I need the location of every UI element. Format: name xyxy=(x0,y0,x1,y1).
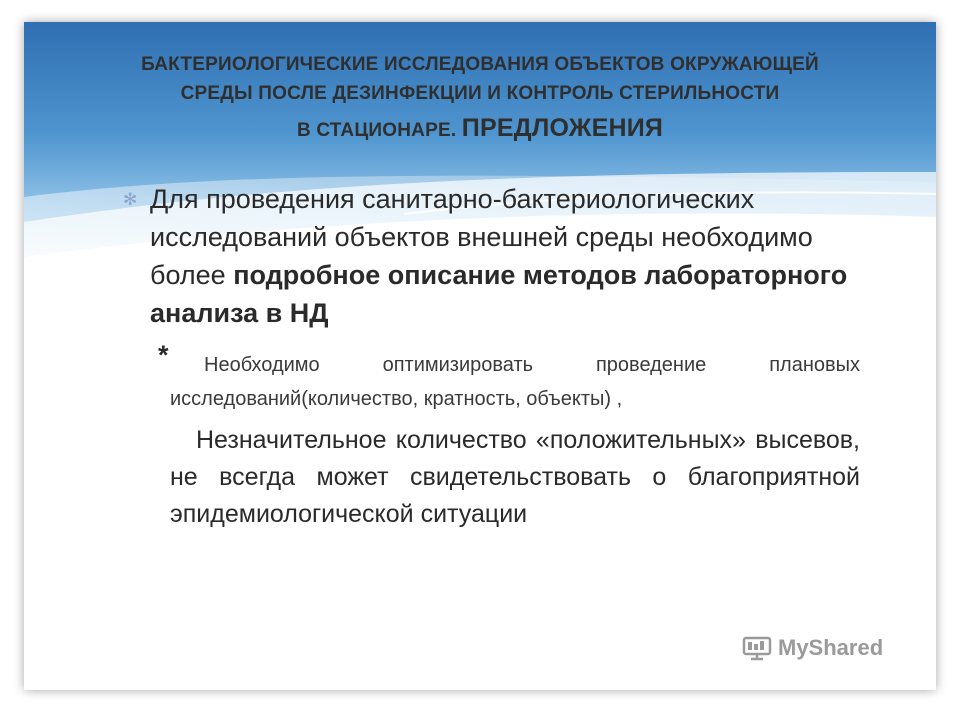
slide xyxy=(24,22,936,690)
bullet-item-2: Необходимо оптимизировать проведение плановых исследований(количество, кратность, объекты) , xyxy=(170,354,860,410)
bullet-item-3: Незначительное количество «положительных» высевов, не всегда может свидетельствовать о благоприятной эпидемиологической ситуации xyxy=(170,426,860,528)
title-line-1: БАКТЕРИОЛОГИЧЕСКИЕ ИССЛЕДОВАНИЯ ОБЪЕКТОВ ОКРУЖАЮЩЕЙ xyxy=(141,54,819,75)
title-emphasis: ПРЕДЛОЖЕНИЯ xyxy=(461,114,664,142)
bullet-2-marker: * xyxy=(158,340,169,370)
bullet-item-1 xyxy=(150,180,870,332)
title-line-3-prefix: В СТАЦИОНАРЕ. xyxy=(296,120,462,141)
bullet-asterisk-icon: ✻ xyxy=(123,190,138,209)
presentation-logo-icon xyxy=(742,635,772,661)
watermark xyxy=(742,635,883,661)
bullet-1-bold-text: подробное описание методов лабораторного анализа в НД xyxy=(150,260,848,328)
watermark-text: MyShared xyxy=(778,635,884,660)
slide-content xyxy=(24,22,936,690)
title-line-2: СРЕДЫ ПОСЛЕ ДЕЗИНФЕКЦИИ И КОНТРОЛЬ СТЕРИЛЬНОСТИ xyxy=(180,83,780,104)
bullet-1-text: Для проведения санитарно-бактериологических исследований объектов внешней среды необходимо более xyxy=(150,184,813,290)
